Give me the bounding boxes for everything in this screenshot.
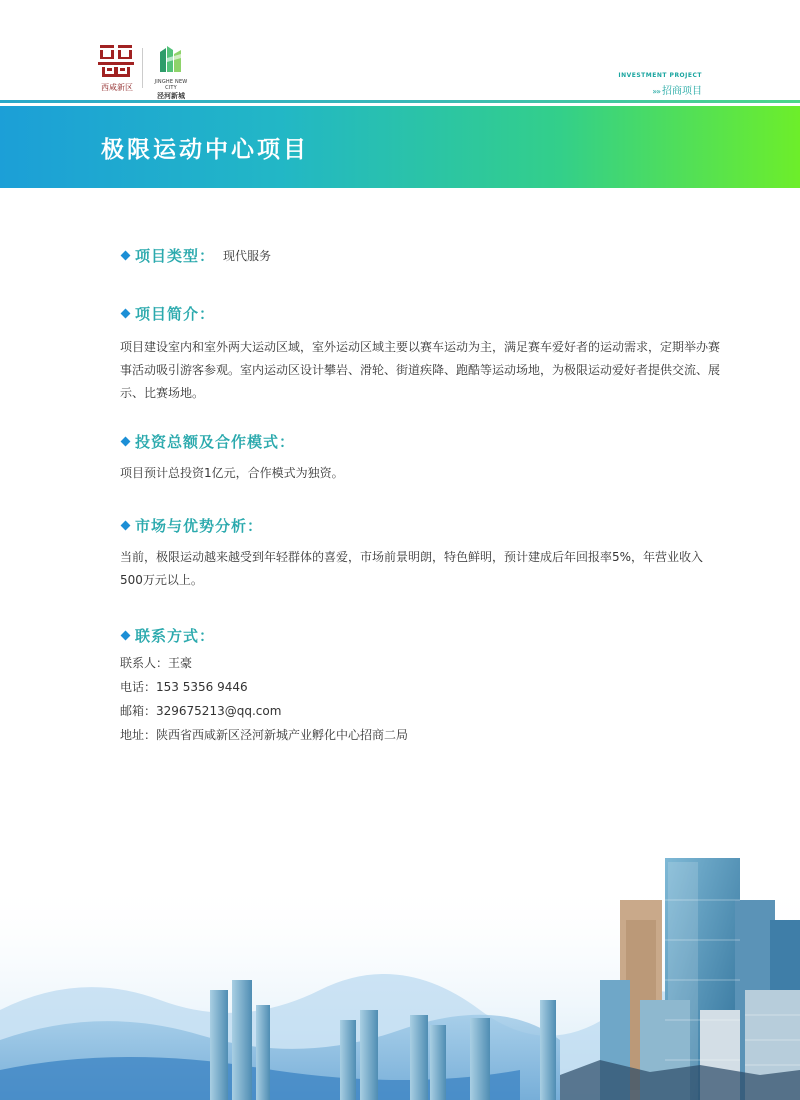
project-intro-text: 项目建设室内和室外两大运动区域，室外运动区域主要以赛车运动为主，满足赛车爱好者的运动需求，定期举办赛事活动吸引游客参观。室内运动区设计攀岩、滑轮、街道疾降、跑酷等运动场地，为极限运动爱好者提供交流、展示、比赛场地。 <box>120 340 721 400</box>
investment-project-en: INVESTMENT PROJECT <box>618 72 702 79</box>
diamond-bullet-icon <box>121 309 131 319</box>
contact-person: 联系人：王豪 <box>120 656 193 670</box>
diamond-bullet-icon <box>121 631 131 641</box>
investment-text: 项目预计总投资1亿元，合作模式为独资。 <box>120 466 344 480</box>
market-text: 当前，极限运动越来越受到年轻群体的喜爱，市场前景明朗，特色鲜明，预计建成后年回报率5%，年营业收入500万元以上。 <box>120 550 704 587</box>
contact-heading: 联系方式： <box>135 627 216 645</box>
project-type-value: 现代服务 <box>223 249 272 263</box>
jinghe-logo-cn: 泾河新城 <box>157 92 185 100</box>
section-market-analysis <box>120 515 263 536</box>
section-project-intro <box>120 303 215 324</box>
jinghe-logo-en: JINGHE NEW CITY <box>154 79 188 91</box>
contact-email: 邮箱：329675213@qq.com <box>120 704 282 718</box>
contact-list <box>120 651 408 747</box>
city-skyline-illustration <box>0 840 800 1100</box>
contact-address: 地址：陕西省西咸新区泾河新城产业孵化中心招商二局 <box>120 728 409 742</box>
xixian-logo-text: 西咸新区 <box>101 83 133 92</box>
contact-phone: 电话：153 5356 9446 <box>120 680 248 694</box>
diamond-bullet-icon <box>121 437 131 447</box>
diamond-bullet-icon <box>121 521 131 531</box>
project-intro-heading: 项目简介： <box>135 305 216 323</box>
xixian-seal-icon <box>96 44 136 78</box>
jinghe-logo <box>148 44 194 100</box>
logo-divider <box>142 48 143 88</box>
page-title: 极限运动中心项目 <box>101 136 309 163</box>
xixian-logo <box>96 44 138 92</box>
diamond-bullet-icon <box>121 251 131 261</box>
section-contact <box>120 625 215 646</box>
investment-project-label <box>618 72 702 97</box>
jinghe-building-icon <box>156 44 186 74</box>
investment-project-cn: 招商项目 <box>662 86 702 97</box>
section-project-type <box>120 245 271 266</box>
section-investment <box>120 431 295 452</box>
market-heading: 市场与优势分析： <box>135 517 264 535</box>
project-type-heading: 项目类型： <box>135 247 216 265</box>
title-banner <box>0 106 800 188</box>
page-header <box>0 0 800 100</box>
chevrons-icon: »» <box>652 87 660 96</box>
investment-heading: 投资总额及合作模式： <box>135 433 296 451</box>
header-gradient-line <box>0 100 800 103</box>
